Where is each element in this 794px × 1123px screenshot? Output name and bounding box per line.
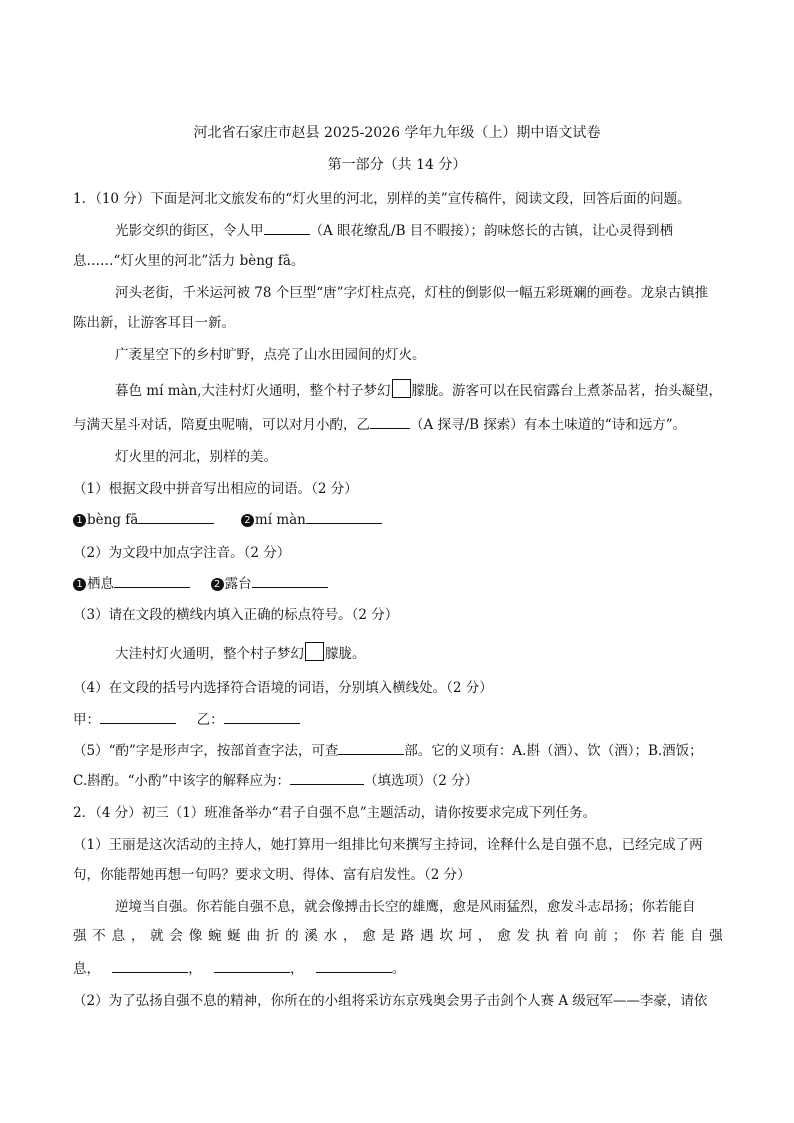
answer-blank[interactable]	[214, 958, 290, 973]
label-jia: 甲：	[73, 712, 100, 728]
blank-yi[interactable]	[370, 414, 410, 429]
q1-p4-text: 朦胧。游客可以在民宿露台上煮茶品茗，抬头凝望，	[411, 383, 723, 399]
answer-blank[interactable]	[316, 958, 392, 973]
sub5-text: （5）“酌”字是形声字，按部首查字法，可查	[73, 743, 339, 759]
sentence-text: 朦胧。	[325, 646, 366, 662]
spread-char: 愈	[362, 928, 376, 944]
spread-char: 坷	[458, 928, 473, 944]
spread-char: ，	[130, 928, 145, 944]
number-2-icon: 2	[241, 514, 254, 527]
answer-blank[interactable]	[112, 958, 188, 973]
q1-p1-text: （A 眼花缭乱/B 目不暇接）；韵味悠长的古镇，让心灵得到栖	[309, 223, 674, 239]
number-1-icon: 1	[73, 514, 86, 527]
q1-passage-line	[115, 379, 722, 399]
spread-char: 向	[574, 928, 588, 944]
item-label: 露台	[224, 576, 252, 592]
answer-blank[interactable]	[114, 573, 190, 588]
q1-sub5	[73, 739, 703, 759]
q2-para-fill	[73, 957, 405, 977]
spread-char: 强	[709, 928, 723, 944]
spread-char: 路	[400, 928, 415, 944]
spread-char: 你	[632, 928, 646, 944]
spread-char: 不	[92, 928, 106, 944]
q1-p1-cont: 息……“灯火里的河北”活力 bèng fā。	[73, 253, 305, 269]
spread-char: 是	[381, 928, 395, 944]
spread-char: 若	[651, 928, 665, 944]
spread-char: 曲	[246, 928, 261, 944]
spread-char: 蜿	[207, 928, 222, 944]
q1-passage-line	[115, 219, 673, 239]
q1-sub1-answers	[73, 509, 382, 528]
number-1-icon: 1	[73, 578, 86, 591]
q1-sub1: （1）根据文段中拼音写出相应的词语。（2 分）	[73, 481, 358, 497]
para-sep: ，	[290, 961, 304, 977]
q1-stem: 1．（10 分）下面是河北文旅发布的“灯火里的河北，别样的美”宣传稿件，阅读文段，回答后面的问题。	[73, 191, 691, 207]
number-2-icon: 2	[211, 578, 224, 591]
q2-para: 逆境当自强。你若能自强不息，就会像搏击长空的雄鹰，愈是风雨猛烈，愈发斗志昂扬；你若能自	[115, 899, 696, 915]
q1-p2-cont: 陈出新，让游客耳目一新。	[73, 315, 235, 331]
q1-sub3-sentence	[115, 642, 366, 662]
sub5-text: （填选项）（2 分）	[363, 773, 479, 789]
spread-char: 遇	[420, 928, 434, 944]
sub5-text: 部。它的义项有：A.斟（酒）、饮（酒）；B.酒饭；	[404, 743, 703, 759]
q1-p2-text: 河头老街，千米运河被 78 个巨型“唐”字灯柱点亮，灯柱的倒影似一幅五彩斑斓的画卷。龙泉古镇推	[115, 285, 709, 301]
spread-char: 会	[169, 928, 183, 944]
q2-stem: 2．（4 分）初三（1）班准备举办“君子自强不息”主题活动，请你按要求完成下列任务。	[73, 805, 597, 821]
spread-char: 息	[111, 928, 126, 944]
q1-sub2: （2）为文段中加点字注音。（2 分）	[73, 545, 291, 561]
q2-para-spread	[73, 926, 723, 946]
answer-blank[interactable]	[252, 573, 328, 588]
q1-sub5-cont	[73, 769, 478, 789]
spread-char: ，	[342, 928, 357, 944]
sentence-text: 大洼村灯火通明，整个村子梦幻	[115, 646, 304, 662]
spread-char: 前	[593, 928, 608, 944]
q1-p1-text: 光影交织的街区，令人甲	[115, 223, 264, 239]
answer-blank[interactable]	[224, 709, 300, 724]
q1-sub3: （3）请在文段的横线内填入正确的标点符号。（2 分）	[73, 607, 399, 623]
q1-sub4-answers	[73, 708, 300, 728]
spread-char: 能	[670, 928, 685, 944]
spread-char: 发	[516, 928, 530, 944]
para-sep: ，	[188, 961, 202, 977]
q1-passage-line	[73, 413, 686, 433]
q1-p4-text: （A 探寻/B 探索）有本土味道的“诗和远方”。	[410, 417, 687, 433]
answer-blank[interactable]	[138, 509, 214, 524]
spread-char: 强	[73, 928, 87, 944]
answer-blank[interactable]	[306, 509, 382, 524]
spread-char: 坎	[439, 928, 453, 944]
q2-sub1: （1）王丽是这次活动的主持人，她打算用一组排比句来撰写主持词，诠释什么是自强不息，已经完成了两	[73, 837, 703, 853]
punctuation-box[interactable]	[305, 642, 324, 661]
section-heading: 第一部分（共 14 分）	[327, 157, 467, 173]
q2-sub2: （2）为了弘扬自强不息的精神，你所在的小组将采访东京残奥会男子击剑个人赛 A 级冠军——李豪，请依	[73, 993, 708, 1009]
item-label: 栖息	[87, 576, 114, 592]
q1-sub2-answers	[73, 572, 328, 592]
q1-p4-text: 暮色 mí màn,大洼村灯火通明，整个村子梦幻	[115, 383, 391, 399]
q1-p4-text: 与满天星斗对话，陪夏虫呢喃，可以对月小酌，乙	[73, 417, 370, 433]
answer-blank[interactable]	[100, 709, 176, 724]
answer-blank[interactable]	[338, 740, 404, 755]
item-label: bèng fā	[87, 512, 139, 528]
para-end: 。	[391, 961, 406, 977]
spread-char: 水	[323, 928, 338, 944]
para-text: 息，	[73, 961, 100, 977]
spread-char: 蜒	[227, 928, 241, 944]
spread-char: 愈	[497, 928, 511, 944]
label-yi: 乙：	[196, 712, 224, 728]
blank-jia[interactable]	[264, 220, 310, 235]
spread-char: 像	[188, 928, 203, 944]
sub5-text: C.斟酌。“小酌”中该字的解释应为：	[73, 773, 290, 789]
spread-char: 就	[150, 928, 164, 944]
q1-p3-text: 广袤星空下的乡村旷野，点亮了山水田园间的灯火。	[115, 347, 426, 363]
spread-char: ，	[477, 928, 492, 944]
spread-char: ；	[612, 928, 627, 944]
q1-sub4: （4）在文段的括号内选择符合语境的词语，分别填入横线处。（2 分）	[73, 680, 493, 696]
spread-char: 溪	[304, 928, 318, 944]
exam-title: 河北省石家庄市赵县 2025-2026 学年九年级（上）期中语文试卷	[193, 125, 601, 141]
item-label: mí màn	[254, 512, 306, 528]
spread-char: 执	[535, 928, 550, 944]
spread-char: 自	[690, 928, 704, 944]
q1-p5-text: 灯火里的河北，别样的美。	[115, 449, 277, 465]
answer-blank[interactable]	[290, 770, 364, 785]
spread-char: 着	[555, 928, 569, 944]
q2-sub1-cont: 句，你能帮她再想一句吗？要求文明、得体、富有启发性。（2 分）	[73, 867, 471, 883]
spread-char: 的	[285, 928, 299, 944]
spread-char: 折	[265, 928, 280, 944]
punctuation-box[interactable]	[392, 379, 411, 398]
